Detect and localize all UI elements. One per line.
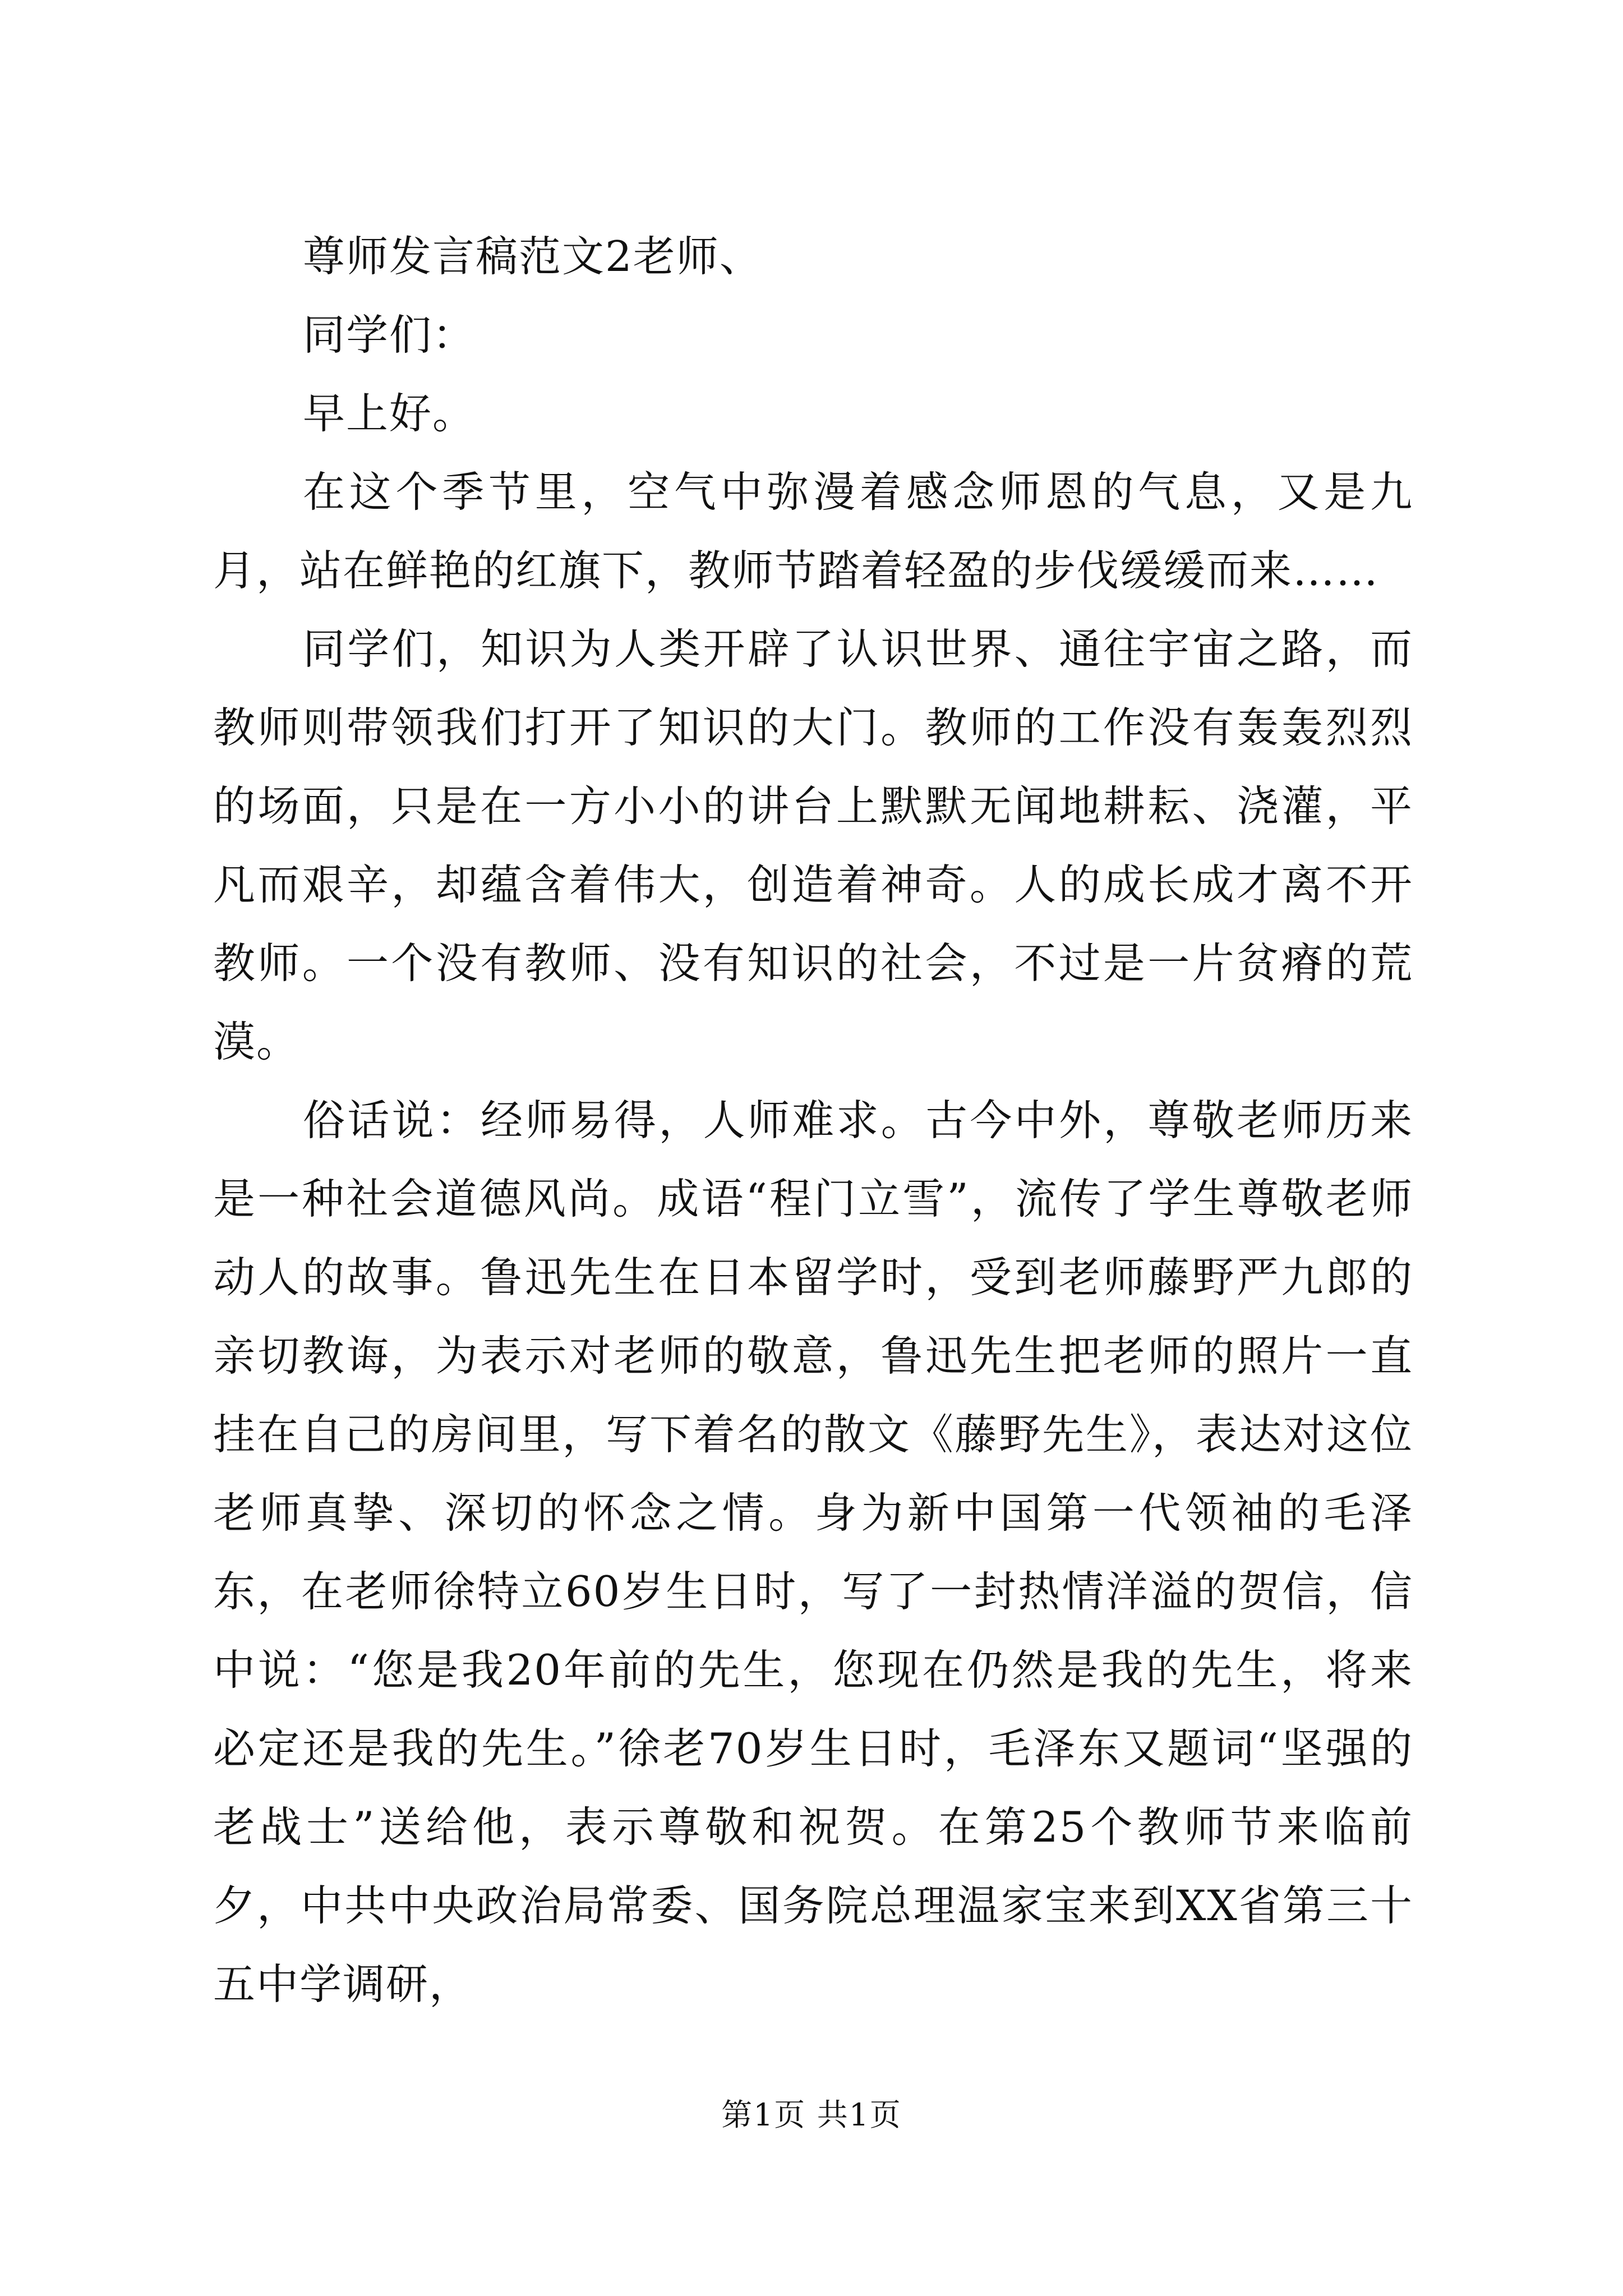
- paragraph-knowledge: 同学们，知识为人类开辟了认识世界、通往宇宙之路，而教师则带领我们打开了知识的大门。教师的工作没有轰轰烈烈的场面，只是在一方小小的讲台上默默无闻地耕耘、浇灌，平凡而艰辛，却蕴含着伟大，创造着神奇。人的成长成才离不开教师。一个没有教师、没有知识的社会，不过是一片贫瘠的荒漠。: [213, 624, 1413, 1066]
- page-footer: 第1页 共1页: [721, 2097, 902, 2133]
- paragraph-salutation: 同学们：: [303, 310, 476, 360]
- paragraph-greeting: 早上好。: [303, 389, 476, 438]
- paragraph-season: 在这个季节里，空气中弥漫着感念师恩的气息，又是九月，站在鲜艳的红旗下，教师节踏着轻盈的步伐缓缓而来……: [213, 467, 1413, 595]
- paragraph-title: 尊师发言稿范文2老师、: [303, 232, 763, 281]
- document-body: [213, 217, 1413, 2023]
- paragraph-respect: 俗话说：经师易得，人师难求。古今中外，尊敬老师历来是一种社会道德风尚。成语“程门立雪”，流传了学生尊敬老师动人的故事。鲁迅先生在日本留学时，受到老师藤野严九郎的亲切教诲，为表示对老师的敬意，鲁迅先生把老师的照片一直挂在自己的房间里，写下着名的散文《藤野先生》，表达对这位老师真挚、深切的怀念之情。身为新中国第一代领袖的毛泽东，在老师徐特立60岁生日时，写了一封热情洋溢的贺信，信中说：“您是我20年前的先生，您现在仍然是我的先生，将来必定还是我的先生。”徐老70岁生日时，毛泽东又题词“坚强的老战士”送给他，表示尊敬和祝贺。在第25个教师节来临前夕，中共中央政治局常委、国务院总理温家宝来到XX省第三十五中学调研，: [213, 1096, 1413, 2009]
